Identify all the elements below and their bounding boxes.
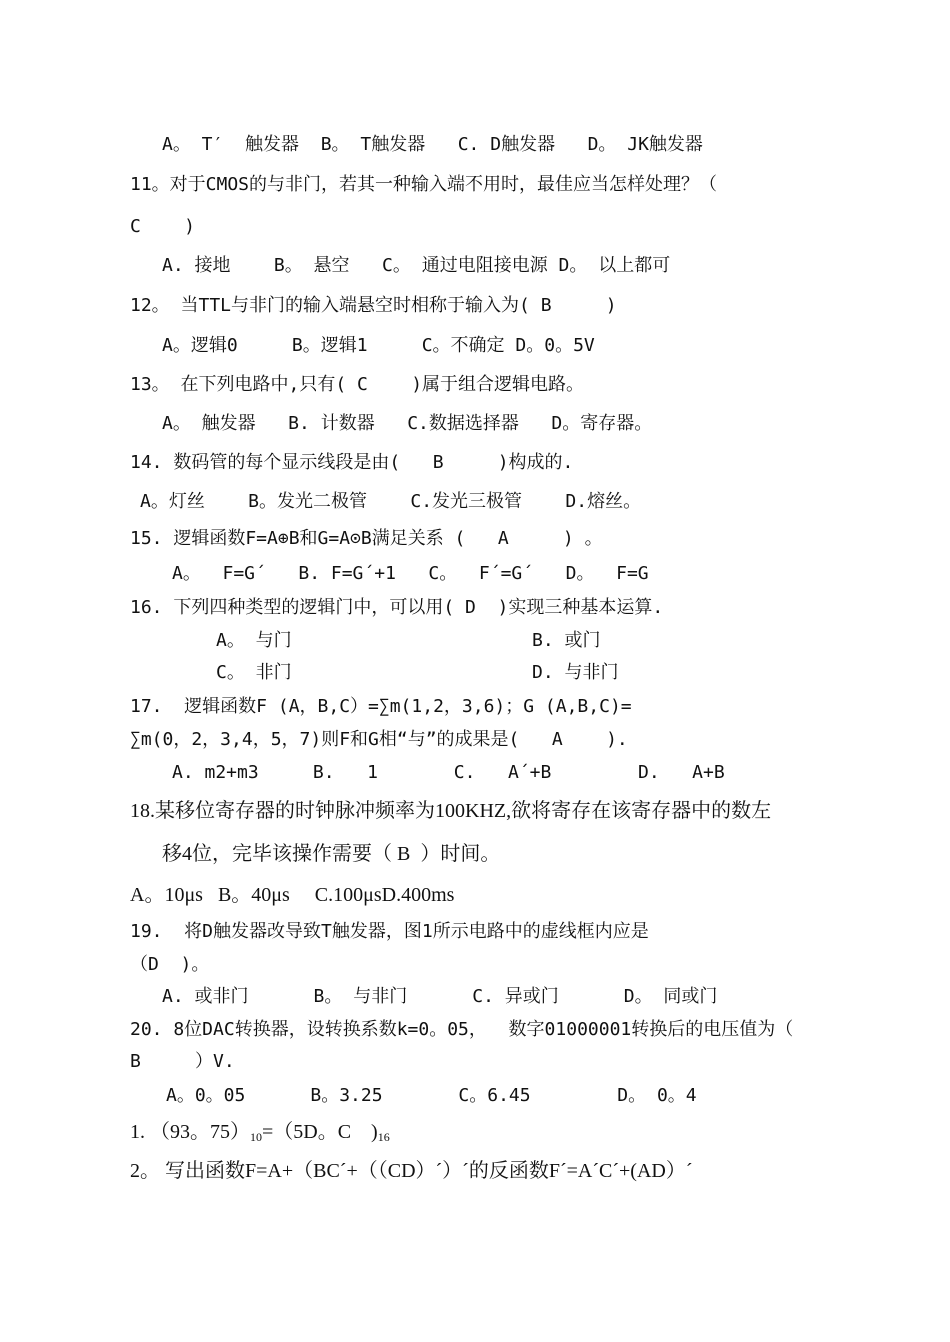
fill-blank-2: 2。 写出函数F=A+（BC´+（（CD）´）´的反函数F´=A´C´+(AD）´ [130,1160,693,1182]
q16-option-b: B. 或门 [532,630,601,651]
q11-answer: C ) [130,216,196,237]
q16-option-a: A。 与门 [216,630,292,651]
q16-option-c: C。 非门 [216,662,292,683]
q19-options: A. 或非门 B。 与非门 C. 异或门 D。 同或门 [162,986,718,1007]
q18-options: A。10μs B。40μs C.100μsD.400ms [130,884,455,906]
q18-question-line2: 移4位，完毕该操作需要（ B ）时间。 [162,843,501,865]
q20-question: 20. 8位DAC转换器，设转换系数k=0。05， 数字01000001转换后的电压值为（ [130,1019,794,1040]
q19-answer: （D )。 [130,954,210,975]
q12-options: A。逻辑0 B。逻辑1 C。不确定 D。0。5V [162,335,595,356]
fill-blank-1-prefix: 1. （93。75） [130,1121,250,1143]
q13-question: 13。 在下列电路中,只有( C )属于组合逻辑电路。 [130,374,585,395]
q14-options: A。灯丝 B。发光二极管 C.发光三极管 D.熔丝。 [140,491,642,512]
q11-options: A. 接地 B。 悬空 C。 通过电阻接电源 D。 以上都可 [162,255,671,276]
q13-options: A。 触发器 B. 计数器 C.数据选择器 D。寄存器。 [162,413,653,434]
q17-options: A. m2+m3 B. 1 C. A´+B D. A+B [172,762,725,783]
fill-blank-1-base-10: 10 [250,1130,262,1144]
fill-blank-1 [130,1120,390,1149]
q16-option-d: D. 与非门 [532,662,619,683]
q11-question: 11。对于CMOS的与非门，若其一种输入端不用时，最佳应当怎样处理？（ [130,174,718,195]
q19-question: 19. 将D触发器改导致T触发器，图1所示电路中的虚线框内应是 [130,921,649,942]
q17-question-line2: ∑m(0，2，3,4，5，7)则F和G相“与”的成果是( A ). [130,729,628,750]
q12-question: 12。 当TTL与非门的输入端悬空时相称于输入为( B ) [130,295,617,316]
q16-question: 16. 下列四种类型的逻辑门中，可以用( D )实现三种基本运算. [130,597,664,618]
q18-question-line1: 18.某移位寄存器的时钟脉冲频率为100KHZ,欲将寄存在该寄存器中的数左 [130,800,772,822]
q20-options: A。0。05 B。3.25 C。6.45 D。 0。4 [166,1085,697,1106]
q14-question: 14. 数码管的每个显示线段是由( B )构成的. [130,452,574,473]
q10-options: A。 T′ 触发器 B。 T触发器 C. D触发器 D。 JK触发器 [162,134,703,155]
q17-question-line1: 17. 逻辑函数F (A，B,C）=∑m(1,2，3,6)；G (A,B,C)= [130,696,632,717]
fill-blank-1-answer: =（5D。C ) [262,1121,378,1143]
fill-blank-1-base-16: 16 [377,1130,390,1144]
q20-answer: B ）V. [130,1051,235,1072]
q15-options: A。 F=G´ B. F=G´+1 C。 F´=G´ D。 F=G [172,563,649,584]
q15-question: 15. 逻辑函数F=A⊕B和G=A⊙B满足关系 ( A ) 。 [130,528,603,549]
